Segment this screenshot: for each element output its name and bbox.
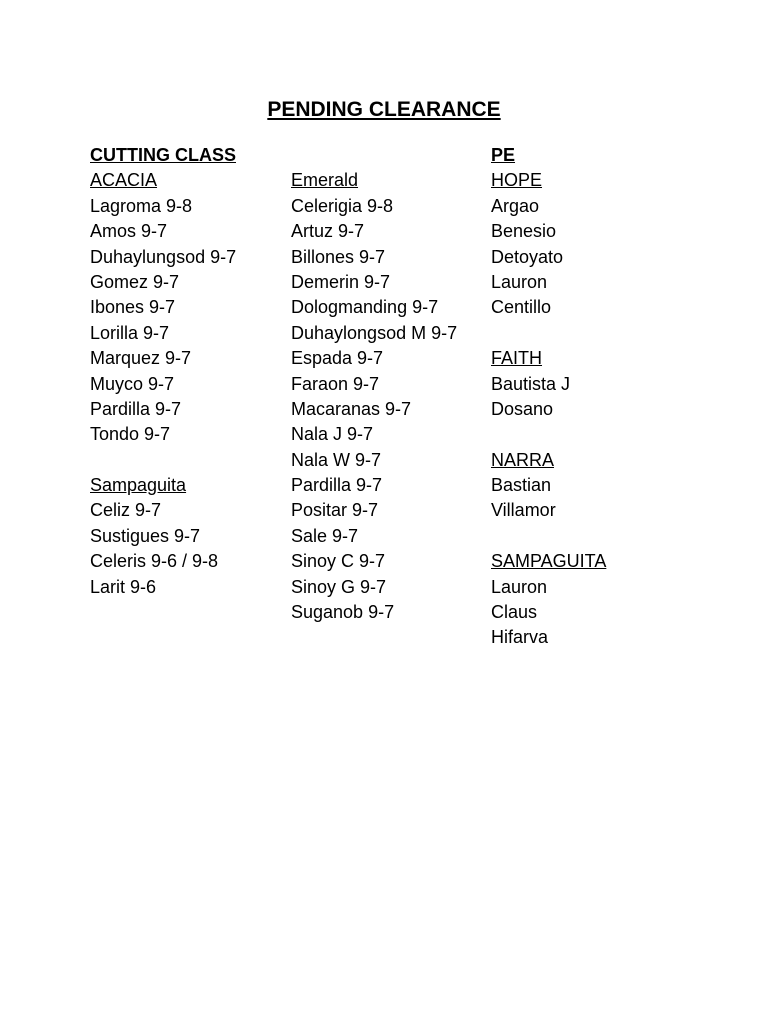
section-heading: PE [491, 145, 516, 165]
blank-line [90, 448, 290, 473]
list-item: Ibones 9-7 [90, 297, 176, 318]
list-item: Positar 9-7 [291, 500, 379, 521]
blank-line [491, 422, 691, 447]
group-heading: HOPE [491, 170, 543, 191]
list-item: Pardilla 9-7 [90, 398, 182, 419]
list-item: Gomez 9-7 [90, 271, 180, 292]
list-item: Centillo [491, 297, 552, 318]
list-item: Suganob 9-7 [291, 602, 395, 623]
list-item: Lauron [491, 576, 548, 597]
blank-line [291, 143, 491, 168]
list-item: Muyco 9-7 [90, 373, 175, 394]
list-item: Faraon 9-7 [291, 373, 380, 394]
list-item: Artuz 9-7 [291, 221, 365, 242]
list-item: Sustigues 9-7 [90, 525, 201, 546]
group-heading: Emerald [291, 170, 359, 191]
document-title: PENDING CLEARANCE [267, 98, 501, 121]
group-heading: ACACIA [90, 170, 158, 191]
list-item: Duhaylongsod M 9-7 [291, 322, 458, 343]
column-pe [491, 143, 691, 651]
list-item: Marquez 9-7 [90, 348, 192, 369]
list-item: Sinoy G 9-7 [291, 576, 387, 597]
list-item: Lauron [491, 271, 548, 292]
list-item: Larit 9-6 [90, 576, 157, 597]
list-item: Espada 9-7 [291, 348, 384, 369]
blank-line [491, 321, 691, 346]
list-item: Billones 9-7 [291, 246, 386, 267]
group-heading: Sampaguita [90, 475, 187, 496]
list-item: Lorilla 9-7 [90, 322, 170, 343]
list-item: Dosano [491, 398, 554, 419]
list-item: Tondo 9-7 [90, 424, 171, 445]
list-item: Sinoy C 9-7 [291, 551, 386, 572]
group-heading: NARRA [491, 449, 555, 470]
list-item: Celerigia 9-8 [291, 195, 394, 216]
list-item: Celiz 9-7 [90, 500, 162, 521]
list-item: Lagroma 9-8 [90, 195, 193, 216]
list-item: Celeris 9-6 / 9-8 [90, 551, 219, 572]
list-item: Nala W 9-7 [291, 449, 382, 470]
list-item: Dologmanding 9-7 [291, 297, 439, 318]
list-item: Claus [491, 602, 538, 623]
column-cutting-class [90, 143, 290, 600]
list-item: Demerin 9-7 [291, 271, 391, 292]
list-item: Pardilla 9-7 [291, 475, 383, 496]
list-item: Duhaylungsod 9-7 [90, 246, 237, 267]
list-item: Detoyato [491, 246, 564, 267]
list-item: Benesio [491, 221, 557, 242]
list-item: Villamor [491, 500, 556, 521]
list-item: Nala J 9-7 [291, 424, 374, 445]
list-item: Bastian [491, 475, 552, 496]
list-item: Bautista J [491, 373, 571, 394]
list-item: Hifarva [491, 627, 549, 648]
blank-line [491, 524, 691, 549]
list-item: Amos 9-7 [90, 221, 168, 242]
section-heading: CUTTING CLASS [90, 145, 236, 165]
list-item: Argao [491, 195, 540, 216]
group-heading: SAMPAGUITA [491, 551, 607, 572]
group-heading: FAITH [491, 348, 543, 369]
list-item: Sale 9-7 [291, 525, 359, 546]
list-item: Macaranas 9-7 [291, 398, 412, 419]
column-emerald [291, 143, 491, 625]
